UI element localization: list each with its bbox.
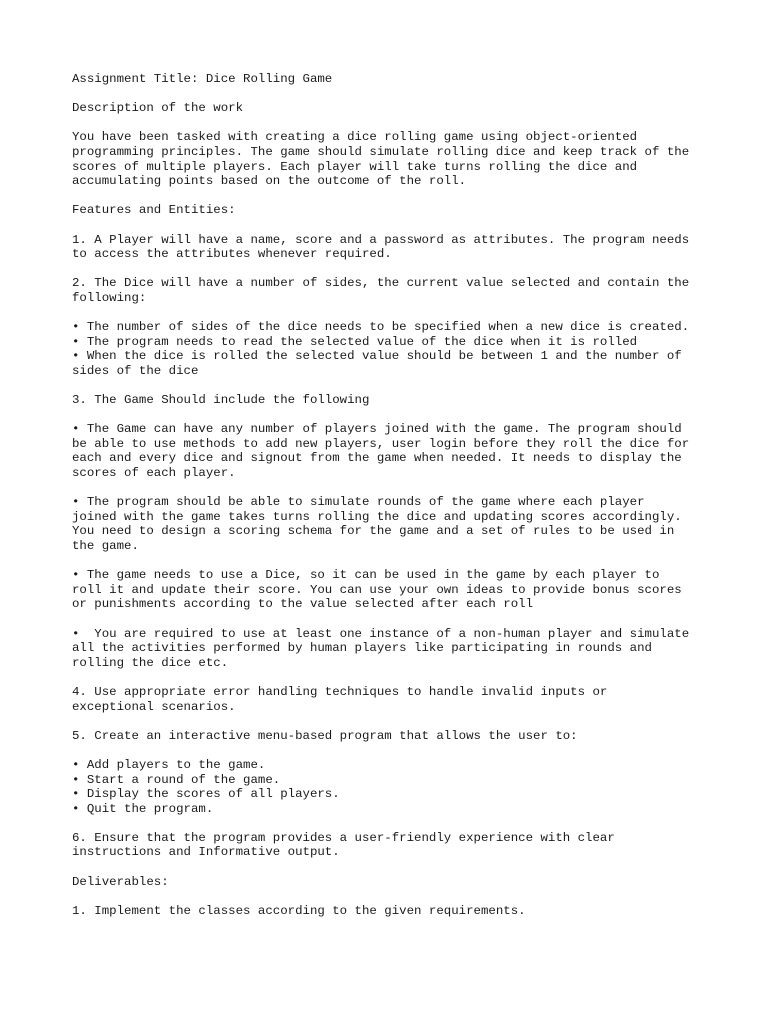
text-line: the game. — [72, 539, 139, 553]
document-page — [72, 72, 712, 918]
text-line: 5. Create an interactive menu-based program that allows the user to: — [72, 728, 578, 743]
paragraph — [72, 568, 712, 612]
paragraph — [72, 233, 712, 262]
text-line: You have been tasked with creating a dice rolling game using object-oriented — [72, 130, 638, 145]
paragraph — [72, 729, 712, 744]
paragraph — [72, 685, 712, 714]
paragraph — [72, 72, 712, 87]
text-line: • Start a round of the game. — [72, 772, 281, 787]
paragraph-gap — [72, 612, 712, 627]
paragraph-gap — [72, 262, 712, 277]
text-line: rolling the dice etc. — [72, 655, 229, 670]
paragraph-gap — [72, 87, 712, 102]
paragraph — [72, 875, 712, 890]
paragraph — [72, 101, 712, 116]
paragraph-gap — [72, 554, 712, 569]
paragraph — [72, 758, 712, 816]
paragraph-gap — [72, 714, 712, 729]
text-line: roll it and update their score. You can use your own ideas to provide bonus scores — [72, 582, 682, 597]
paragraph-gap — [72, 816, 712, 831]
text-line: Description of the work — [72, 101, 244, 116]
paragraph — [72, 904, 712, 919]
paragraph-gap — [72, 306, 712, 321]
text-line: or punishments according to the value selected after each roll — [72, 597, 534, 612]
text-line: accumulating points based on the outcome of the roll. — [72, 174, 467, 189]
text-line: following: — [72, 290, 147, 305]
paragraph — [72, 203, 712, 218]
paragraph — [72, 422, 712, 480]
text-line: scores of multiple players. Each player will take turns rolling the dice and — [72, 159, 638, 174]
paragraph-gap — [72, 218, 712, 233]
paragraph-gap — [72, 889, 712, 904]
paragraph-gap — [72, 378, 712, 393]
text-line: each and every dice and signout from the game when needed. It needs to display the — [72, 451, 682, 466]
paragraph-gap — [72, 860, 712, 875]
text-line: Assignment Title: Dice Rolling Game — [72, 72, 333, 86]
text-line: • The Game can have any number of players joined with the game. The program should — [72, 422, 682, 437]
text-line: • Display the scores of all players. — [72, 787, 340, 802]
text-line: 4. Use appropriate error handling techniques to handle invalid inputs or — [72, 684, 608, 699]
paragraph — [72, 831, 712, 860]
paragraph-gap — [72, 481, 712, 496]
text-line: • The game needs to use a Dice, so it can be used in the game by each player to — [72, 568, 660, 583]
text-line: all the activities performed by human players like participating in rounds and — [72, 641, 652, 656]
text-line: • When the dice is rolled the selected value should be between 1 and the number of — [72, 349, 682, 364]
text-line: exceptional scenarios. — [72, 699, 236, 714]
text-line: joined with the game takes turns rolling the dice and updating scores accordingly. — [72, 509, 682, 524]
text-line: • You are required to use at least one instance of a non-human player and simulate — [72, 626, 690, 641]
paragraph-gap — [72, 408, 712, 423]
paragraph-gap — [72, 670, 712, 685]
text-line: • The program needs to read the selected value of the dice when it is rolled — [72, 334, 638, 349]
paragraph-gap — [72, 189, 712, 204]
text-line: 1. A Player will have a name, score and a password as attributes. The program needs — [72, 232, 690, 247]
text-line: to access the attributes whenever required. — [72, 247, 392, 262]
paragraph — [72, 627, 712, 671]
text-line: 2. The Dice will have a number of sides, the current value selected and contain the — [72, 276, 690, 291]
text-line: • The number of sides of the dice needs to be specified when a new dice is created. — [72, 320, 690, 335]
text-line: You need to design a scoring schema for the game and a set of rules to be used in — [72, 524, 675, 539]
paragraph — [72, 320, 712, 378]
paragraph-gap — [72, 116, 712, 131]
text-line: 6. Ensure that the program provides a user-friendly experience with clear — [72, 830, 615, 845]
text-line: programming principles. The game should simulate rolling dice and keep track of the — [72, 144, 690, 159]
text-line: sides of the dice — [72, 363, 199, 378]
paragraph-gap — [72, 743, 712, 758]
text-line: instructions and Informative output. — [72, 845, 340, 860]
text-line: Features and Entities: — [72, 203, 236, 218]
paragraph — [72, 495, 712, 553]
text-line: 3. The Game Should include the following — [72, 393, 370, 408]
paragraph — [72, 276, 712, 305]
text-line: Deliverables: — [72, 874, 169, 889]
text-line: • Quit the program. — [72, 801, 214, 816]
text-line: scores of each player. — [72, 466, 236, 481]
paragraph — [72, 393, 712, 408]
text-line: • Add players to the game. — [72, 757, 266, 772]
text-line: • The program should be able to simulate rounds of the game where each player — [72, 495, 645, 510]
text-line: be able to use methods to add new players, user login before they roll the dice for — [72, 436, 690, 451]
text-line: 1. Implement the classes according to the given requirements. — [72, 903, 526, 918]
paragraph — [72, 130, 712, 188]
